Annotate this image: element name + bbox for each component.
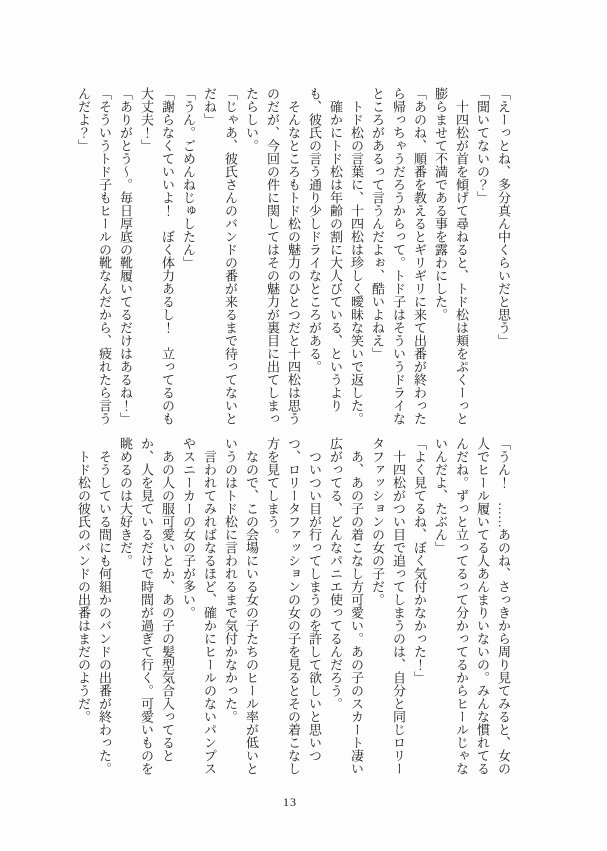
text-line: 十四松がつい目で追ってしまうのは、自分と同じロリー bbox=[391, 437, 406, 775]
text-line: んだね。ずっと立ってるって分かってるからヒールじゃな bbox=[454, 437, 469, 775]
text-line: トド松の彼氏のバンドの出番はまだのようだ。 bbox=[76, 437, 91, 723]
text-line: のだが、今回の件に関してはその魅力が裏目に出てしまっ bbox=[265, 87, 280, 425]
text-line: 確かにトド松は年齢の割に大人びている、というより bbox=[328, 87, 343, 412]
text-line: あの人の服可愛いとか、あの子の髪型気合入ってると bbox=[160, 437, 175, 762]
text-line: 「聞いてないの？」 bbox=[475, 87, 490, 204]
text-line: 人でヒール履いてる人あんまりいないの。みんな慣れてる bbox=[475, 437, 490, 775]
text-line: だね」 bbox=[202, 87, 217, 126]
text-line: ついつい目が行ってしまうのを許して欲しいと思いつ bbox=[307, 437, 322, 762]
text-line: ところがあるって言うんだよぉ、酷いよねえ」 bbox=[370, 87, 385, 360]
text-line: 「うん！ ……あのね、さっきから周り見てみると、女の bbox=[496, 437, 511, 775]
text-line: やスニーカーの女の子が多い。 bbox=[181, 437, 196, 619]
text-line: 十四松が首を傾げて尋ねると、トド松は頬をぷくーっと bbox=[454, 87, 469, 425]
text-line: んだよ？」 bbox=[76, 87, 91, 152]
text-line: 「あのね、順番を教えるとギリギリに来て出番が終わった bbox=[412, 87, 427, 425]
text-line: 広がってる、どんなパニエ使ってるんだろう。 bbox=[328, 437, 343, 710]
text-line: タファッションの女の子だ。 bbox=[370, 437, 385, 606]
text-line: たらしい。 bbox=[244, 87, 259, 152]
page-number: 13 bbox=[283, 795, 297, 809]
text-line: 眺めるのは大好きだ。 bbox=[118, 437, 133, 567]
text-line: そうしている間にも何組かのバンドの出番が終わった。 bbox=[97, 437, 112, 775]
text-line: ら帰っちゃうだろうからって。トド子はそういうドライな bbox=[391, 87, 406, 425]
text-line: いうのはトド松に言われるまで気付かなかった。 bbox=[223, 437, 238, 723]
text-line: か、人を見ているだけで時間が過ぎて行く。可愛いものを bbox=[139, 437, 154, 775]
text-line: 「よく見てるね、ぼく気付かなかった！」 bbox=[412, 437, 427, 684]
text-block-lower bbox=[70, 437, 514, 775]
text-line: 方を見てしまう。 bbox=[265, 437, 280, 541]
text-line: 「うん。ごめんねじゅしたん」 bbox=[181, 87, 196, 269]
text-line: トド松の言葉に、十四松は珍しく曖昧な笑いで返した。 bbox=[349, 87, 364, 425]
text-line: いんだよ、たぶん」 bbox=[433, 437, 448, 554]
text-line: なので、この会場にいる女の子たちのヒール率が低いと bbox=[244, 437, 259, 775]
text-line: 「そういうトド子もヒールの靴なんだから、疲れたら言う bbox=[97, 87, 112, 425]
text-line: 「じゃあ、彼氏さんのバンドの番が来るまで待ってないと bbox=[223, 87, 238, 425]
text-line: 「えーっとね、多分真ん中くらいだと思う」 bbox=[496, 87, 511, 347]
text-line: つ、ロリータファッションの女の子を見るとその着こなし bbox=[286, 437, 301, 775]
text-line: も、彼氏の言う通り少しドライなところがある。 bbox=[307, 87, 322, 373]
text-line: 膨らませて不満である事を露わにした。 bbox=[433, 87, 448, 321]
text-line: 「謝らなくていいよ！ ぼく体力あるし！ 立ってるのも bbox=[160, 87, 175, 425]
text-line: 「ありがとう～。毎日厚底の靴履いてるだけはあるね！」 bbox=[118, 87, 133, 425]
text-block-upper bbox=[70, 87, 514, 425]
text-line: 言われてみればなるほど、確かにヒールのないパンプス bbox=[202, 437, 217, 775]
text-line: 大丈夫！」 bbox=[139, 87, 154, 152]
text-line: そんなところもトド松の魅力のひとつだと十四松は思う bbox=[286, 87, 301, 425]
text-line: あ、あの子の着こなし方可愛い。あの子のスカート凄い bbox=[349, 437, 364, 775]
